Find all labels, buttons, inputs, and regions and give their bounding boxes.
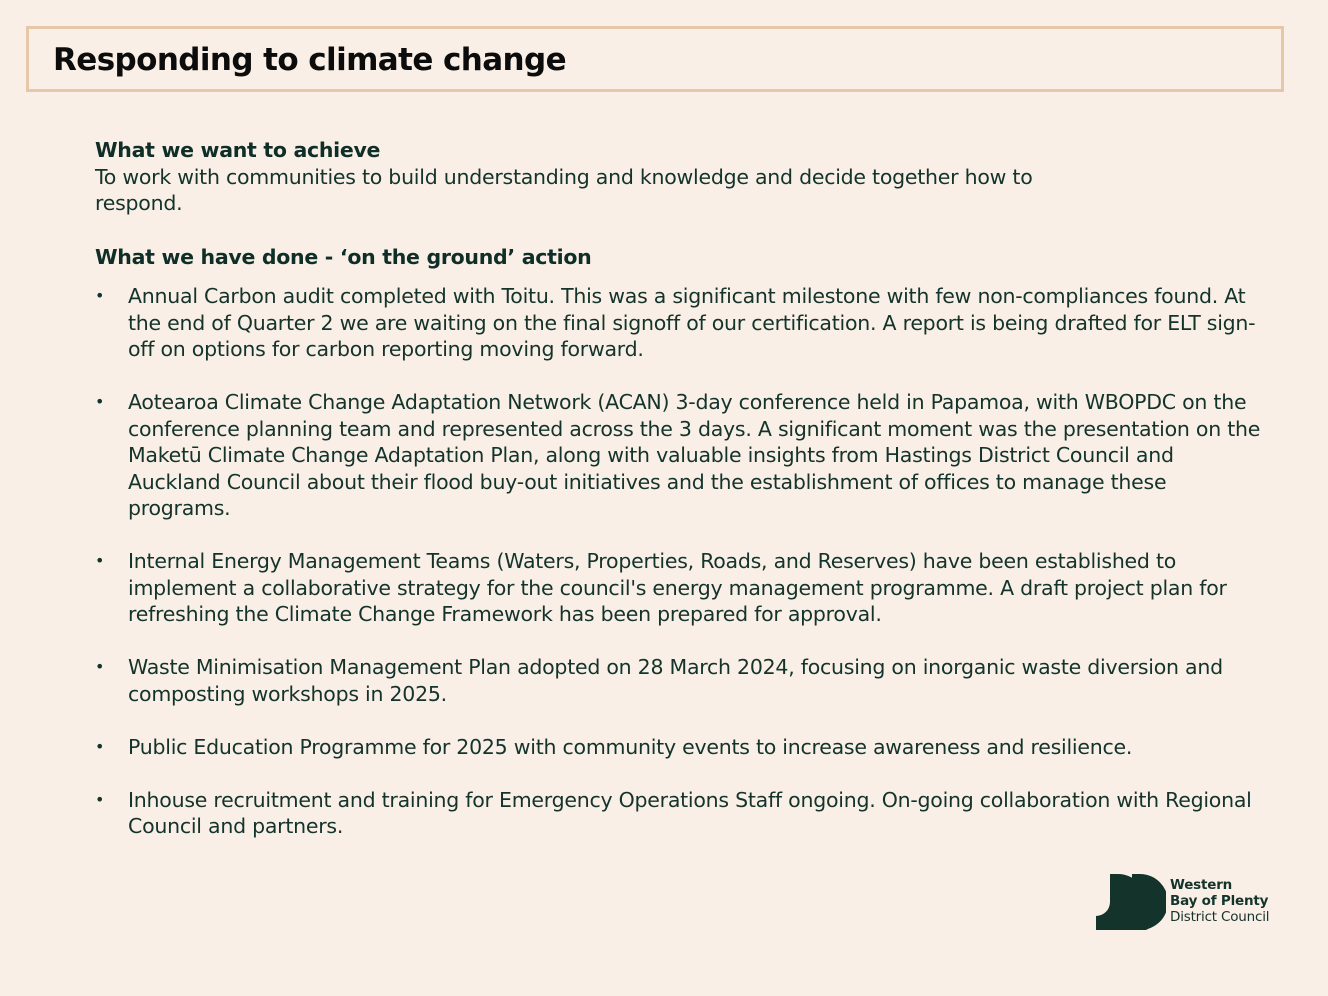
list-item-text: Public Education Programme for 2025 with community events to increase awareness and resilience. <box>128 734 1133 759</box>
bullet-icon: • <box>95 789 105 809</box>
logo-line-1: Western <box>1170 877 1233 893</box>
bullet-icon: • <box>95 392 105 411</box>
list-item-text: Internal Energy Management Teams (Waters, Properties, Roads, and Reserves) have been established to implement a collaborative strategy for the council's energy management programme. A draft project plan for refreshing the Climate Change Framework has been prepared for approval. <box>128 549 1227 626</box>
list-item <box>95 548 1270 628</box>
logo-text <box>1170 877 1269 925</box>
list-item <box>95 787 1270 840</box>
bullet-icon: • <box>95 551 105 570</box>
list-item-text: Waste Minimisation Management Plan adopted on 28 March 2024, focusing on inorganic waste diversion and composting workshops in 2025. <box>128 655 1223 706</box>
achieve-text: To work with communities to build understanding and knowledge and decide together how to respond. <box>95 164 1033 215</box>
list-item <box>95 283 1270 363</box>
bullet-icon: • <box>95 286 105 305</box>
done-heading: What we have done - ‘on the ground’ action <box>95 244 592 269</box>
title-box <box>26 26 1284 92</box>
logo-line-3: District Council <box>1170 909 1270 925</box>
bullet-icon: • <box>95 736 105 756</box>
list-item-text: Inhouse recruitment and training for Emergency Operations Staff ongoing. On-going collaboration with Regional Council and partners. <box>128 787 1252 838</box>
council-logo <box>1092 872 1292 934</box>
list-item-text: Aotearoa Climate Change Adaptation Network (ACAN) 3-day conference held in Papamoa, with WBOPDC on the conference planning team and represented across the 3 days. A significant moment was the presentation on the Maketū Climate Change Adaptation Plan, along with valuable insights from Hastings District Council and Auckland Council about their flood buy-out initiatives and the establishment of offices to manage these programs. <box>128 390 1261 520</box>
page-title: Responding to climate change <box>53 42 567 78</box>
action-list <box>95 283 1270 840</box>
content-area <box>95 137 1270 866</box>
bullet-icon: • <box>95 657 105 676</box>
list-item <box>95 654 1270 707</box>
achieve-heading: What we want to achieve <box>95 138 381 162</box>
list-item-text: Annual Carbon audit completed with Toitu. This was a significant milestone with few non-compliances found. At the end of Quarter 2 we are waiting on the final signoff of our certification. A report is being drafted for ELT sign-off on options for carbon reporting moving forward. <box>128 284 1256 361</box>
list-item <box>95 734 1270 761</box>
chevron-mark-icon <box>1092 872 1166 934</box>
list-item <box>95 389 1270 522</box>
logo-line-2: Bay of Plenty <box>1170 893 1269 909</box>
